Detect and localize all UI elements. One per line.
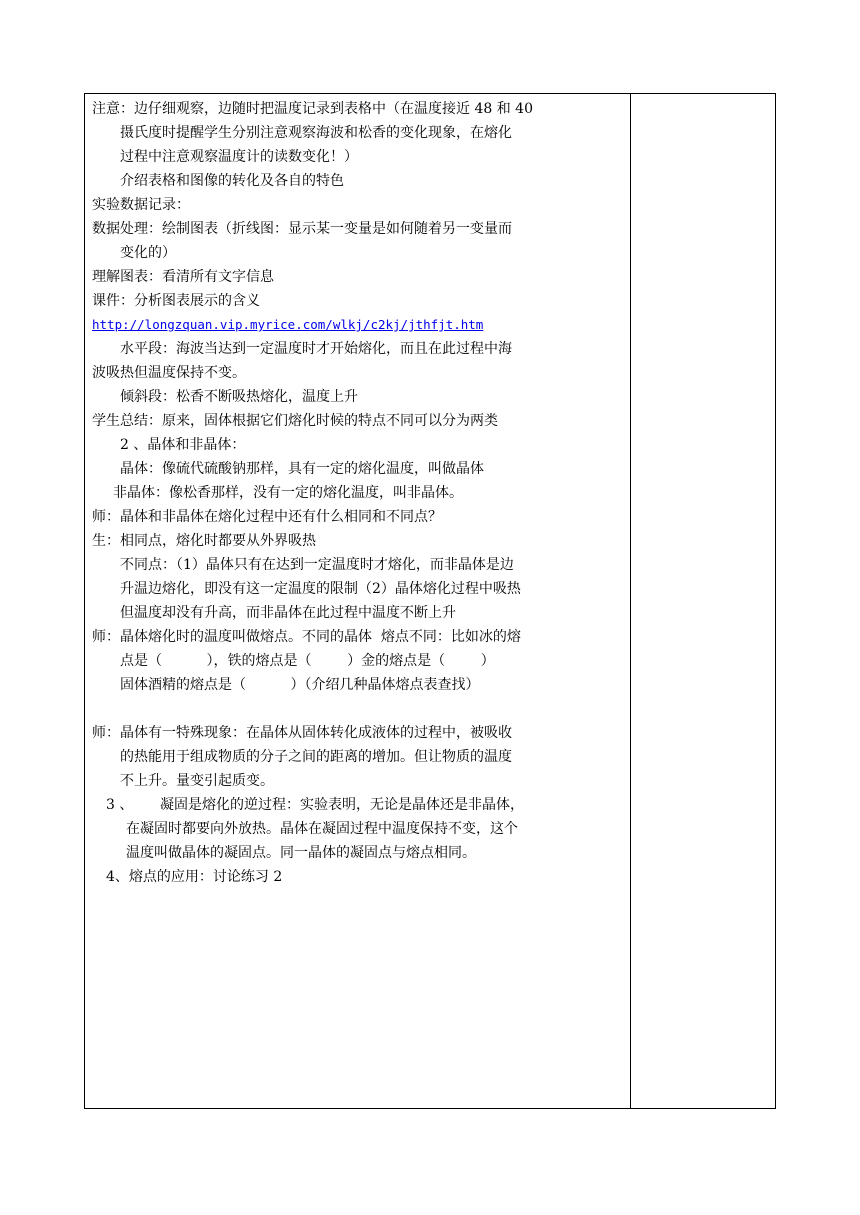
text-line: 师：晶体和非晶体在熔化过程中还有什么相同和不同点？ [92,509,442,525]
text-line: 倾斜段：松香不断吸热熔化，温度上升 [120,389,358,405]
text-line: 点是（ ），铁的熔点是（ ）金的熔点是（ ） [120,653,495,669]
text-line: 实验数据记录： [92,197,190,213]
text-line: 生：相同点，熔化时都要从外界吸热 [92,533,316,549]
text-line: 介绍表格和图像的转化及各自的特色 [120,173,344,189]
text-line: 固体酒精的熔点是（ ）（介绍几种晶体熔点表查找） [120,677,480,693]
text-line: 注意：边仔细观察，边随时把温度记录到表格中（在温度接近 48 和 40 [92,101,533,117]
text-line: 水平段：海波当达到一定温度时才开始熔化，而且在此过程中海 [120,341,512,357]
text-line: 晶体：像硫代硫酸钠那样，具有一定的熔化温度，叫做晶体 [120,461,484,477]
text-line: 课件：分析图表展示的含义 [92,293,260,309]
text-line: 但温度却没有升高，而非晶体在此过程中温度不断上升 [120,605,456,621]
column-divider [630,94,631,1108]
text-line: 不上升。量变引起质变。 [120,773,274,789]
text-line: 变化的） [120,245,176,261]
text-line: 学生总结：原来，固体根据它们熔化时候的特点不同可以分为两类 [92,413,498,429]
text-line: 升温边熔化，即没有这一定温度的限制（2）晶体熔化过程中吸热 [120,581,521,597]
text-line: 理解图表：看清所有文字信息 [92,269,274,285]
text-line: 3 、 凝固是熔化的逆过程：实验表明，无论是晶体还是非晶体， [106,797,525,813]
text-line: 摄氏度时提醒学生分别注意观察海波和松香的变化现象，在熔化 [120,125,512,141]
text-line: 师：晶体有一特殊现象：在晶体从固体转化成液体的过程中，被吸收 [92,725,512,741]
text-line: 非晶体：像松香那样，没有一定的熔化温度，叫非晶体。 [113,485,463,501]
text-line: 在凝固时都要向外放热。晶体在凝固过程中温度保持不变，这个 [126,821,518,837]
text-line: 2 、晶体和非晶体： [120,437,246,453]
text-line: 的热能用于组成物质的分子之间的距离的增加。但让物质的温度 [120,749,512,765]
text-line: 波吸热但温度保持不变。 [92,365,246,381]
courseware-link[interactable]: http://longzquan.vip.myrice.com/wlkj/c2kj/jthfjt.htm [92,317,484,332]
text-line: 不同点：（1）晶体只有在达到一定温度时才熔化，而非晶体是边 [120,557,514,573]
text-line: 4、熔点的应用：讨论练习 2 [106,869,283,885]
text-line: 数据处理：绘制图表（折线图：显示某一变量是如何随着另一变量而 [92,221,512,237]
lesson-table [84,93,776,1109]
text-line: 温度叫做晶体的凝固点。同一晶体的凝固点与熔点相同。 [126,845,476,861]
text-line: 过程中注意观察温度计的读数变化！） [120,149,358,165]
text-line: 师：晶体熔化时的温度叫做熔点。不同的晶体 熔点不同：比如冰的熔 [92,629,521,645]
